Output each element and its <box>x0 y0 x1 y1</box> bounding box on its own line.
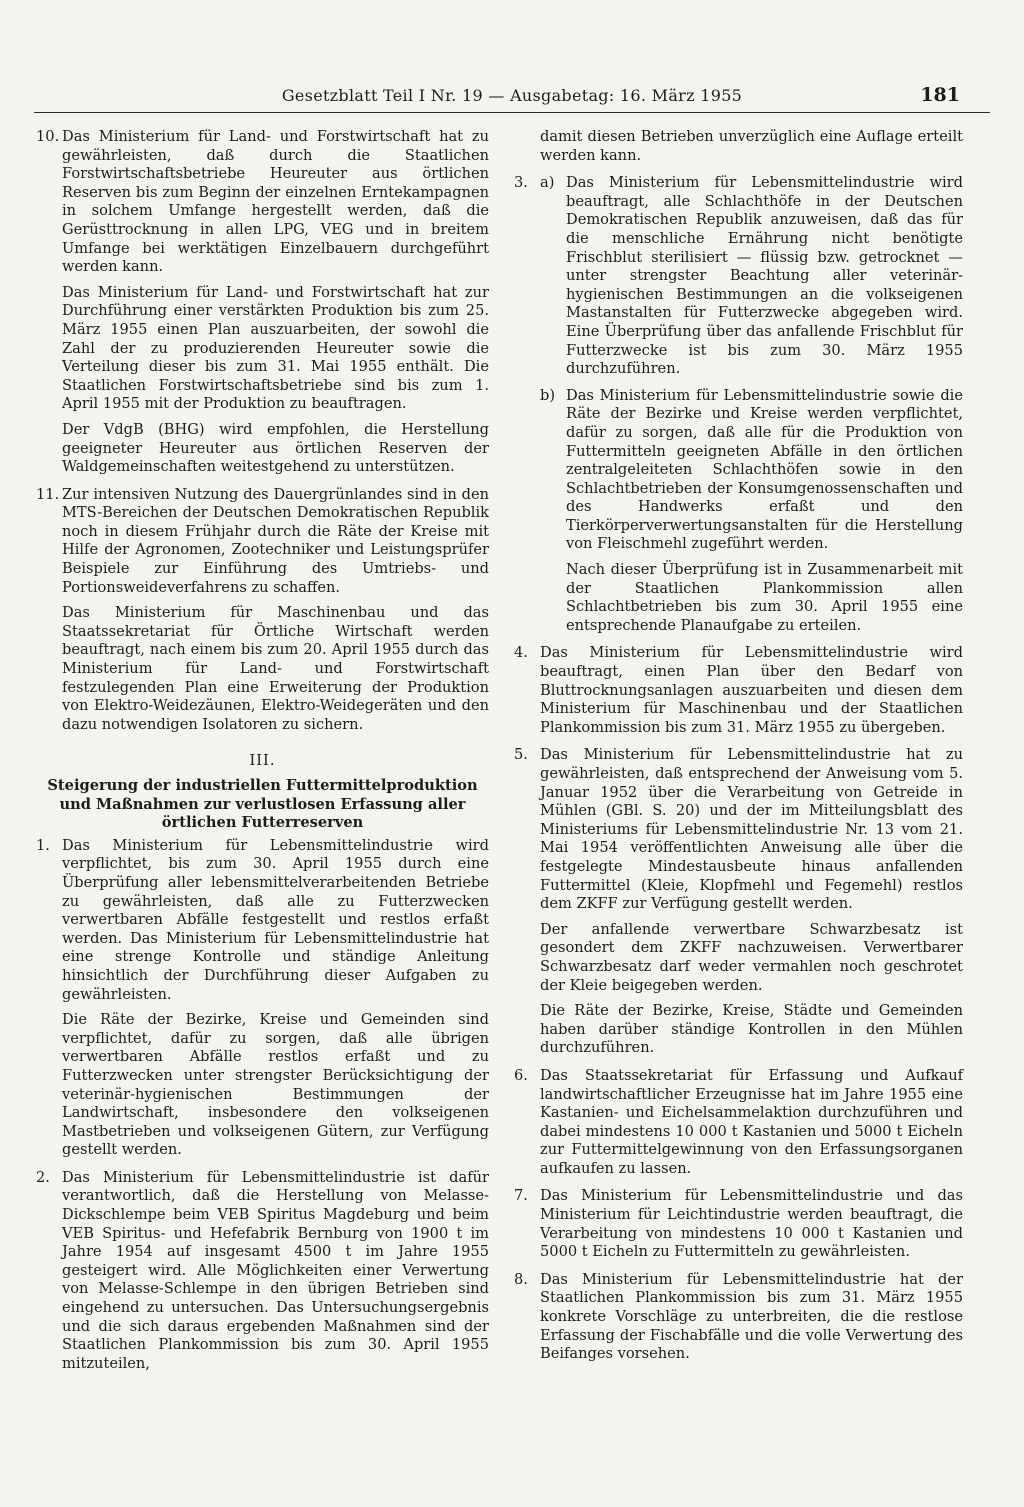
subparagraph-b <box>540 387 963 636</box>
item-number: 1. <box>36 836 50 854</box>
item-number: 3. <box>514 174 528 192</box>
paragraph-iii-2 <box>36 1169 489 1374</box>
item-number: 6. <box>514 1066 528 1084</box>
paragraph-iii-5 <box>514 746 963 1058</box>
paragraph-text: Die Räte der Bezirke, Kreise, Städte und Gemeinden haben darüber ständige Kontrollen in den Mühlen durchzuführen. <box>540 1002 963 1057</box>
page-number: 181 <box>920 84 960 106</box>
paragraph-iii-1 <box>36 837 489 1160</box>
header-title: Gesetzblatt Teil I Nr. 19 — Ausgabetag: 16. März 1955 <box>281 86 743 105</box>
paragraph-text: Das Ministerium für Land- und Forstwirtschaft hat zur Durchführung einer verstärkten Produktion bis zum 25. März 1955 einen Plan auszuarbeiten, der sowohl die Zahl der zu produzierenden Heureuter sowie die Verteilung dieser bis zum 31. Mai 1955 enthält. Die Staatlichen Forstwirtschaftsbetriebe sind bis zum 1. April 1955 mit der Produktion zu beauftragen. <box>62 283 489 413</box>
item-number: 2. <box>36 1168 50 1186</box>
paragraph-text: Das Staatssekretariat für Erfassung und Aufkauf landwirtschaftlicher Erzeugnisse hat im Jahre 1955 eine Kastanien- und Eichelsammelaktion durchzuführen und dabei mindestens 10 000 t Kastanien und 5000 t Eicheln zur Futtermittelgewinnung von den Erfassungsorganen aufkaufen zu lassen. <box>540 1066 963 1177</box>
paragraph-iii-3 <box>514 174 963 635</box>
item-number: 11. <box>36 485 60 503</box>
paragraph-text: Das Ministerium für Lebensmittelindustrie ist dafür verantwortlich, daß die Herstellung von Melasse-Dickschlempe beim VEB Spiritus Magdeburg und beim VEB Spiritus- und Hefefabrik Bernburg von 1900 t im Jahre 1954 auf insgesamt 4500 t im Jahre 1955 gesteigert wird. Alle Möglichkeiten einer Verwertung von Melasse-Schlempe in den übrigen Betrieben sind eingehend zu untersuchen. Das Untersuchungsergebnis und die sich daraus ergebenden Maßnahmen sind der Staatlichen Plankommission bis zum 30. April 1955 mitzuteilen, <box>62 1168 489 1372</box>
section-title: Steigerung der industriellen Futtermittelproduktion und Maßnahmen zur verlustlosen Erfassung aller örtlichen Futterreserven <box>47 777 478 832</box>
paragraph-iii-6 <box>514 1067 963 1179</box>
paragraph-text: Das Ministerium für Lebensmittelindustrie wird beauftragt, alle Schlachthöfe in der Deutschen Demokratischen Republik anzuweisen, daß das für die menschliche Ernährung nicht benötigte Frischblut sterilisiert — flüssig bzw. getrocknet — unter strengster Beachtung aller veterinär-hygienischen Bestimmungen an die volkseigenen Mastanstalten für Futterzwecke abgegeben wird. Eine Überprüfung über das anfallende Frischblut für Futterzwecke ist bis zum 30. März 1955 durchzuführen. <box>566 174 963 378</box>
paragraph-iii-4 <box>514 644 963 737</box>
paragraph-10 <box>36 128 489 477</box>
left-column <box>36 128 489 1382</box>
item-number: 5. <box>514 746 528 764</box>
paragraph-text: Das Ministerium für Lebensmittelindustrie wird verpflichtet, bis zum 30. April 1955 durch eine Überprüfung aller lebensmittelverarbeitenden Betriebe zu gewährleisten, daß alle zu Futterzwecken verwertbaren Abfälle festgestellt und restlos erfaßt werden. Das Ministerium für Lebensmittelindustrie hat eine strenge Kontrolle und ständige Anleitung hinsichtlich der Durchführung dieser Aufgaben zu gewährleisten. <box>62 836 489 1003</box>
paragraph-text: Das Ministerium für Land- und Forstwirtschaft hat zu gewährleisten, daß durch die Staatlichen Forstwirtschaftsbetriebe Heureuter aus örtlichen Reserven bis zum Beginn der einzelnen Erntekampagnen in solchem Umfange hergestellt werden, daß die Gerüsttrocknung in allen LPG, VEG und in breitem Umfange bei werktätigen Einzelbauern durchgeführt werden kann. <box>62 128 489 276</box>
subparagraph-a <box>540 174 963 379</box>
paragraph-text: Das Ministerium für Lebensmittelindustrie hat der Staatlichen Plankommission bis zum 31. März 1955 konkrete Vorschläge zu unterbreiten, die die restlose Erfassung der Fischabfälle und die volle Verwertung des Beifanges vorsehen. <box>540 1270 963 1363</box>
page-header <box>30 86 994 112</box>
paragraph-text: Nach dieser Überprüfung ist in Zusammenarbeit mit der Staatlichen Plankommission allen Schlachtbetrieben bis zum 30. April 1955 eine entsprechende Planaufgabe zu erteilen. <box>566 561 963 634</box>
item-number: 8. <box>514 1270 528 1288</box>
item-number: 7. <box>514 1187 528 1205</box>
sub-label: b) <box>540 386 556 404</box>
section-number: III. <box>249 752 276 770</box>
paragraph-iii-7 <box>514 1187 963 1261</box>
item-number: 4. <box>514 644 528 662</box>
paragraph-text: Das Ministerium für Lebensmittelindustrie sowie die Räte der Bezirke und Kreise werden verpflichtet, dafür zu sorgen, daß alle für die Produktion von Futtermitteln geeigneten Abfälle in den örtlichen zentralgeleiteten Schlachthöfen sowie in den Schlachtbetrieben der Konsumgenossenschaften und des Handwerks erfaßt und den Tierkörperverwertungsanstalten für die Herstellung von Fleischmehl zugeführt werden. <box>566 386 963 553</box>
continued-text: damit diesen Betrieben unverzüglich eine Auflage erteilt werden kann. <box>540 128 963 164</box>
item-number: 10. <box>36 128 60 145</box>
paragraph-text: Das Ministerium für Lebensmittelindustrie und das Ministerium für Leichtindustrie werden beauftragt, die Verarbeitung von mindestens 10 000 t Kastanien und 5000 t Eicheln zu Futtermitteln zu gewährleisten. <box>540 1187 963 1261</box>
paragraph-text: Der VdgB (BHG) wird empfohlen, die Herstellung geeigneter Heureuter aus örtlichen Reserven der Waldgemeinschaften weitestgehend zu unterstützen. <box>62 420 489 476</box>
paragraph-iii-8 <box>514 1271 963 1364</box>
paragraph-text: Das Ministerium für Lebensmittelindustrie hat zu gewährleisten, daß entsprechend der Anweisung vom 5. Januar 1952 über die Verarbeitung von Getreide in Mühlen (GBl. S. 20) und der im Mitteilungsblatt des Ministeriums für Lebensmittelindustrie Nr. 13 vom 21. Mai 1954 veröffentlichten Anweisung alle über die festgelegte Mindestausbeute hinaus anfallenden Futtermittel (Kleie, Klopfmehl und Fegemehl) restlos dem ZKFF zur Verfügung gestellt werden. <box>540 746 963 913</box>
paragraph-text: Das Ministerium für Maschinenbau und das Staatssekretariat für Örtliche Wirtschaft werden beauftragt, nach einem bis zum 20. April 1955 durch das Ministerium für Land- und Forstwirtschaft festzulegenden Plan eine Erweiterung der Produktion von Elektro-Weidezäunen, Elektro-Weidegeräten und den dazu notwendigen Isolatoren zu sichern. <box>62 604 489 733</box>
paragraph-text: Zur intensiven Nutzung des Dauergrünlandes sind in den MTS-Bereichen der Deutschen Demokratischen Republik noch in diesem Frühjahr durch die Räte der Kreise mit Hilfe der Agronomen, Zootechniker und Leistungsprüfer Beispiele zur Einführung des Umtriebs- und Portionsweideverfahrens zu schaffen. <box>62 485 489 596</box>
paragraph-text: Der anfallende verwertbare Schwarzbesatz ist gesondert dem ZKFF nachzuweisen. Verwertbarer Schwarzbesatz darf weder vermahlen noch geschrotet der Kleie beigegeben werden. <box>540 920 963 994</box>
paragraph-text: Die Räte der Bezirke, Kreise und Gemeinden sind verpflichtet, dafür zu sorgen, daß alle übrigen verwertbaren Abfälle restlos erfaßt und zu Futterzwecken unter strengster Berücksichtigung der veterinär-hygienischen Bestimmungen der Landwirtschaft, insbesondere den volkseigenen Mastbetrieben und volkseigenen Gütern, zur Verfügung gestellt werden. <box>62 1011 489 1159</box>
header-rule <box>34 112 990 113</box>
right-column <box>514 128 963 1373</box>
sub-label: a) <box>540 174 555 192</box>
paragraph-11 <box>36 486 489 735</box>
paragraph-text: Das Ministerium für Lebensmittelindustrie wird beauftragt, einen Plan über den Bedarf von Bluttrocknungsanlagen auszuarbeiten und diesen dem Ministerium für Maschinenbau und der Staatlichen Plankommission bis zum 31. März 1955 zu übergeben. <box>540 644 963 736</box>
